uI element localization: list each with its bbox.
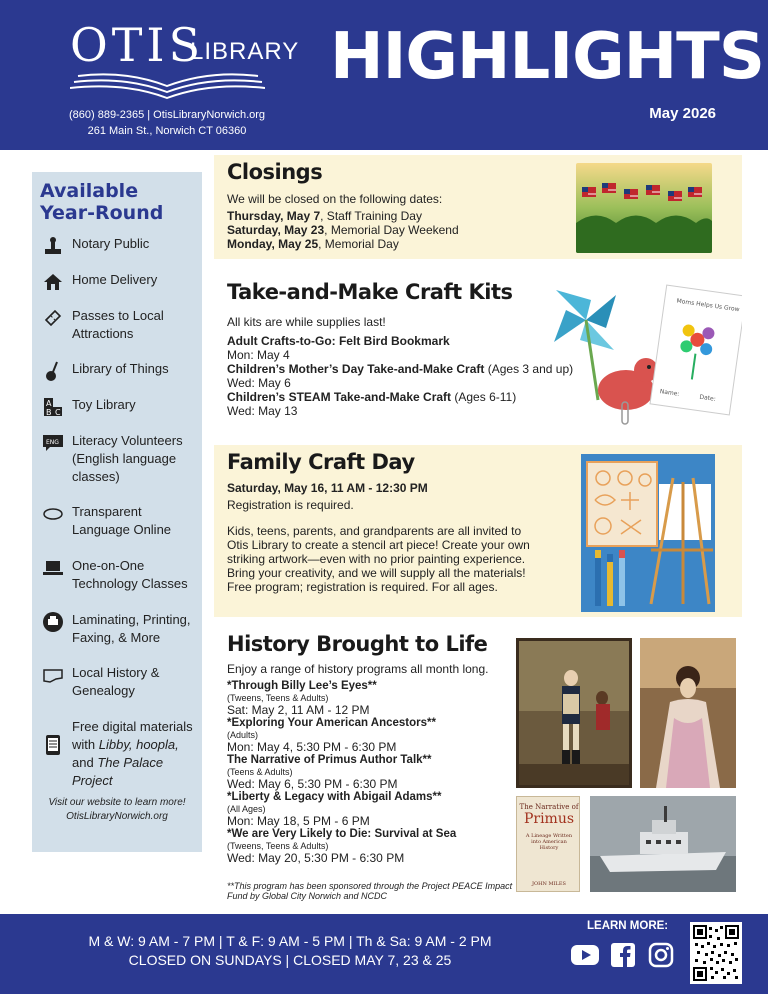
library-hours (40, 932, 540, 970)
hours-line1: M & W: 9 AM - 7 PM | T & F: 9 AM - 5 PM | Th & Sa: 9 AM - 2 PM (88, 933, 492, 949)
kit-when: Wed: May 6 (227, 376, 291, 390)
event-audience: (Teens & Adults) (227, 767, 293, 777)
otis-library-logo[interactable] (70, 16, 300, 106)
tablet-icon (42, 734, 64, 756)
kit-when: Wed: May 13 (227, 404, 298, 418)
ship-photo (590, 796, 736, 892)
history-section (214, 628, 742, 908)
kit-item (227, 362, 573, 376)
kit-item (227, 390, 573, 404)
closings-intro: We will be closed on the following dates: (227, 192, 443, 206)
svg-text:ENG: ENG (46, 439, 59, 446)
sponsor-note: **This program has been sponsored through the Project PEACE Impact Fund by Global City Norwich and NCDC (227, 881, 513, 901)
event-audience: (Adults) (227, 730, 259, 740)
address: 261 Main St., Norwich CT 06360 (87, 125, 247, 137)
open-book-icon (70, 68, 265, 102)
closing-reason: , Staff Training Day (320, 209, 422, 223)
sidebar-item-label: One-on-One Technology Classes (72, 558, 188, 591)
event-title: *Liberty & Legacy with Abigail Adams** (227, 791, 442, 803)
closing-date-item (227, 223, 459, 237)
event-when: Sat: May 2, 11 AM - 12 PM (227, 703, 370, 717)
primus-book-cover (516, 796, 580, 892)
family-registration: Registration is required. (227, 498, 354, 512)
hours-line2: CLOSED ON SUNDAYS | CLOSED MAY 7, 23 & 25 (128, 952, 452, 968)
stamp-icon (42, 235, 64, 257)
sidebar-item-local-history[interactable] (42, 664, 202, 700)
speech-bubble-icon (42, 432, 64, 454)
closing-reason: , Memorial Day Weekend (324, 223, 459, 237)
sidebar-item-laminating-printing[interactable] (42, 611, 202, 647)
printer-icon (42, 611, 64, 633)
sidebar-item-passes[interactable] (42, 307, 202, 343)
event-title: *We are Very Likely to Die: Survival at Sea (227, 828, 457, 840)
event-audience: (Tweens, Teens & Adults) (227, 693, 329, 703)
event-when: Mon: May 18, 5 PM - 6 PM (227, 814, 370, 828)
event-when: Wed: May 6, 5:30 PM - 6:30 PM (227, 777, 398, 791)
book-author: JOHN MILES (532, 881, 566, 887)
sidebar-item-label: Local History & Genealogy (72, 665, 160, 698)
kit-name: Adult Crafts-to-Go: Felt Bird Bookmark (227, 334, 450, 348)
digital-label-apps: Libby, hoopla, (98, 737, 179, 752)
book-tagline: A Lineage Written into American History (525, 833, 573, 851)
sidebar-item-digital-materials[interactable] (42, 718, 202, 790)
sidebar-item-label: Passes to Local Attractions (72, 308, 164, 341)
sidebar-item-label: Home Delivery (72, 272, 158, 287)
learn-more-label: LEARN MORE: (587, 920, 669, 932)
sidebar-item-label (72, 718, 202, 790)
closing-reason: , Memorial Day (318, 237, 399, 251)
event-item (227, 717, 517, 754)
svg-text:C: C (55, 408, 61, 417)
social-links (570, 940, 676, 970)
digital-label-end: The Palace Project (72, 755, 164, 788)
washington-portrait-painting (516, 638, 632, 788)
sidebar-item-label: Toy Library (72, 397, 136, 412)
svg-text:A: A (46, 399, 52, 408)
family-when: Saturday, May 16, 11 AM - 12:30 PM (227, 481, 428, 495)
sidebar-item-technology-classes[interactable] (42, 557, 202, 593)
closing-date: Monday, May 25 (227, 237, 319, 251)
closings-section (214, 155, 742, 259)
event-audience: (All Ages) (227, 804, 266, 814)
kit-name: Children’s STEAM Take-and-Make Craft (227, 390, 452, 404)
sidebar-item-literacy-volunteers[interactable] (42, 432, 202, 486)
closing-date-item (227, 209, 459, 223)
history-title: History Brought to Life (227, 632, 488, 656)
home-icon (42, 271, 64, 293)
contact-info (62, 107, 272, 139)
sidebar-footer-website[interactable]: OtisLibraryNorwich.org (66, 811, 168, 822)
chat-bubble-icon (42, 503, 64, 525)
sidebar-item-home-delivery[interactable] (42, 271, 202, 293)
sidebar-item-library-of-things[interactable] (42, 360, 202, 382)
sidebar-available-year-round (32, 172, 202, 852)
sidebar-item-label: Notary Public (72, 236, 150, 251)
closings-title: Closings (227, 160, 323, 184)
sidebar-footer (40, 796, 194, 824)
laptop-icon (42, 557, 64, 579)
closing-date: Thursday, May 7 (227, 209, 321, 223)
crafts-title: Take-and-Make Craft Kits (227, 280, 513, 304)
blocks-icon (42, 396, 64, 418)
sidebar-item-label: Laminating, Printing, Faxing, & More (72, 612, 191, 645)
issue-date: May 2026 (649, 105, 716, 122)
event-title: *Through Billy Lee’s Eyes** (227, 680, 377, 692)
digital-label-start: Free digital materials with (72, 719, 193, 752)
book-subtitle-line: The Narrative of (519, 803, 579, 811)
kit-ages: (Ages 3 and up) (484, 362, 574, 376)
closing-date-item (227, 237, 459, 251)
sidebar-item-label: Library of Things (72, 361, 169, 376)
phone-website[interactable]: (860) 889-2365 | OtisLibraryNorwich.org (68, 109, 266, 121)
sidebar-item-transparent-language[interactable] (42, 503, 202, 539)
connecticut-map-icon (42, 664, 64, 686)
sidebar-title (40, 180, 194, 224)
stencil-easel-photo (581, 454, 715, 612)
mothers-day-card (650, 285, 742, 415)
family-description: Kids, teens, parents, and grandparents are all invited to Otis Library to create a stencil art piece! Create your own striking artwork—even with no prior painting experience. Bring your creativity, and we will supply all the materials! Free program; registration is required. For all ages. (227, 524, 530, 594)
event-item (227, 828, 517, 865)
sidebar-item-label: Transparent Language Online (72, 504, 172, 537)
svg-text:Date:: Date: (698, 393, 717, 403)
craft-kits-section (214, 270, 742, 438)
history-events (227, 680, 517, 865)
book-title: Primus (523, 811, 575, 827)
crafts-list (227, 334, 573, 418)
instagram-icon[interactable] (646, 940, 676, 970)
kit-when: Mon: May 4 (227, 348, 290, 362)
sidebar-title-line1: Available (40, 180, 139, 202)
sidebar-footer-line1: Visit our website to learn more! (48, 797, 186, 808)
svg-text:Name:: Name: (659, 388, 680, 398)
craft-kits-photos (546, 280, 742, 440)
event-audience: (Tweens, Teens & Adults) (227, 841, 329, 851)
header-banner (0, 0, 768, 150)
footer-banner (0, 914, 768, 994)
american-flags-photo (576, 163, 712, 253)
family-title: Family Craft Day (227, 450, 415, 474)
event-item (227, 680, 517, 717)
svg-text:B: B (46, 408, 52, 417)
kit-name: Children’s Mother’s Day Take-and-Make Craft (227, 362, 485, 376)
closing-date: Saturday, May 23 (227, 223, 325, 237)
qr-code[interactable] (690, 922, 742, 984)
page-title: HIGHLIGHTS (330, 20, 764, 94)
event-item (227, 754, 517, 791)
svg-text:Moms Helps Us Grow: Moms Helps Us Grow (676, 297, 740, 314)
facebook-icon[interactable] (608, 940, 638, 970)
sidebar-item-toy-library[interactable] (42, 396, 202, 418)
abigail-adams-photo (640, 638, 736, 788)
digital-label-and: and (72, 755, 94, 770)
crafts-intro: All kits are while supplies last! (227, 315, 386, 329)
event-when: Mon: May 4, 5:30 PM - 6:30 PM (227, 740, 397, 754)
event-title: The Narrative of Primus Author Talk** (227, 754, 432, 766)
logo-otis-text: OTIS (70, 18, 205, 72)
ticket-icon (42, 307, 64, 329)
guitar-icon (42, 360, 64, 382)
sidebar-item-label: Literacy Volunteers (English language classes) (72, 433, 183, 484)
sidebar-title-line2: Year-Round (40, 202, 164, 224)
event-when: Wed: May 20, 5:30 PM - 6:30 PM (227, 851, 405, 865)
kit-ages: (Ages 6-11) (451, 390, 517, 404)
event-item (227, 791, 517, 828)
logo-library-text: LIBRARY (190, 38, 300, 65)
sidebar-item-notary[interactable] (42, 235, 202, 257)
kit-item (227, 334, 573, 348)
closings-dates (227, 209, 459, 251)
youtube-icon[interactable] (570, 940, 600, 970)
event-title: *Exploring Your American Ancestors** (227, 717, 436, 729)
history-intro: Enjoy a range of history programs all month long. (227, 662, 489, 676)
family-craft-day-section (214, 445, 742, 617)
